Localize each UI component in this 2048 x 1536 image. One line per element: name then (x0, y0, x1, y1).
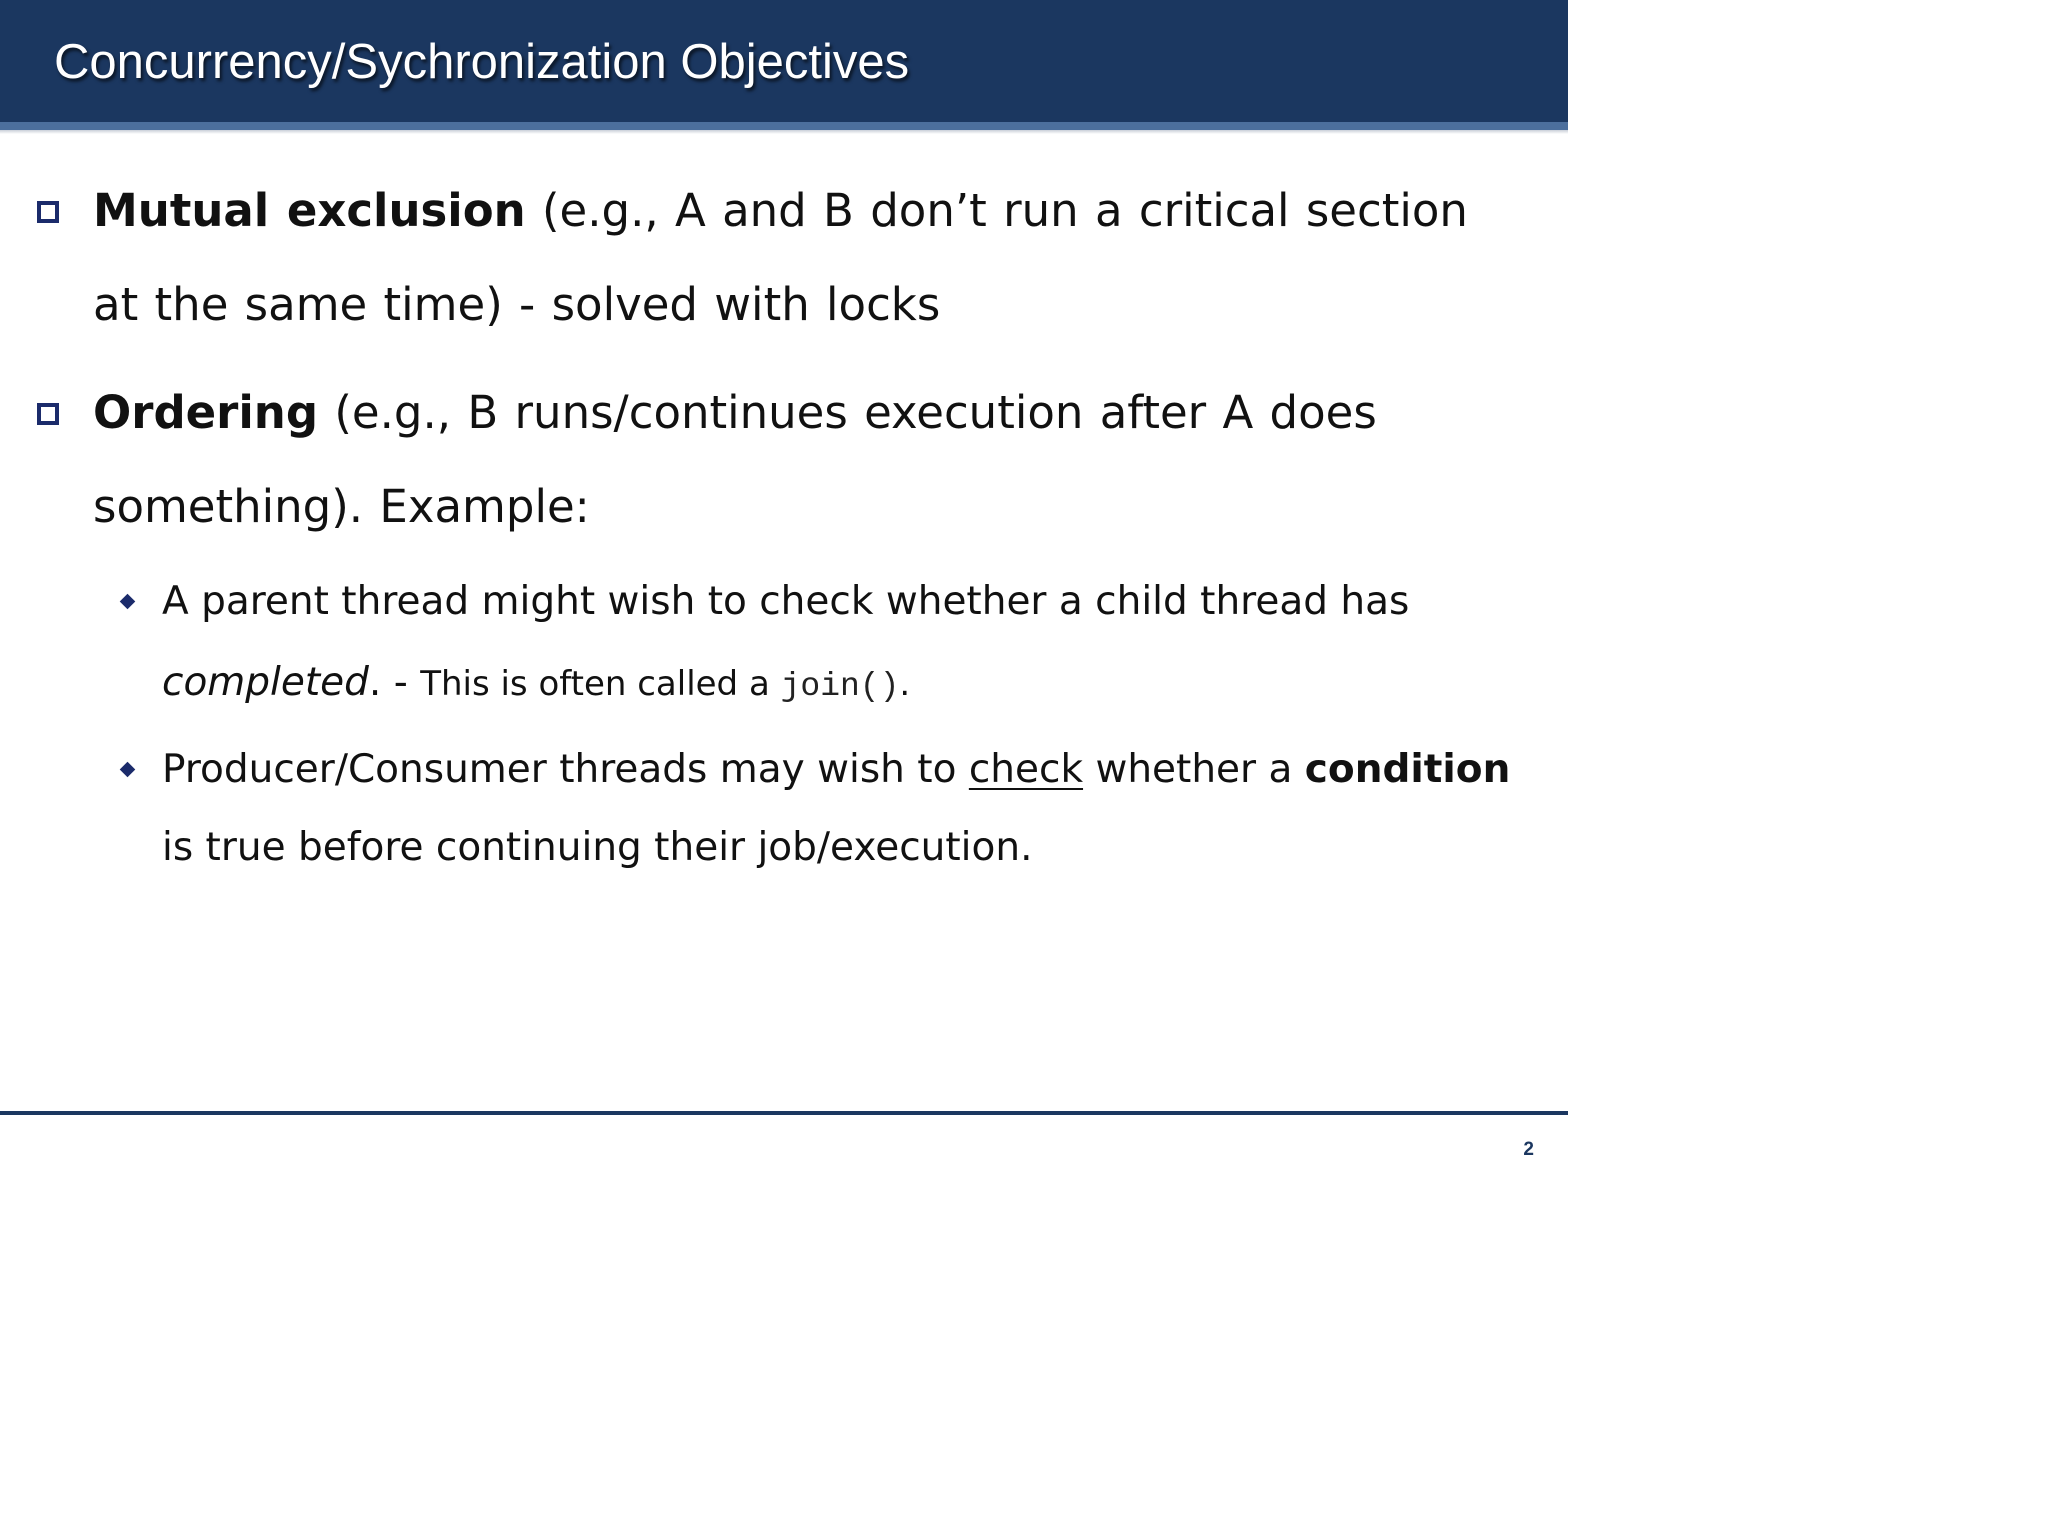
sub-bullet-text: Producer/Consumer threads may wish to (162, 747, 969, 792)
footer-divider (0, 1111, 1568, 1115)
bullet-line (93, 366, 1523, 460)
diamond-icon (120, 594, 136, 610)
sub-bullet-line (162, 740, 1510, 800)
bullet-line-continued: at the same time) - solved with locks (93, 278, 941, 331)
bullet-term: Mutual exclusion (93, 184, 526, 237)
diamond-icon (120, 762, 136, 778)
hollow-square-icon (37, 403, 59, 425)
bullet-mutual-exclusion (93, 164, 1523, 352)
bullet-text: (e.g., A and B don’t run a critical section (525, 184, 1468, 237)
title-bar-accent (0, 122, 1568, 130)
bold-term: condition (1304, 747, 1511, 792)
page-number: 2 (1523, 1139, 1534, 1160)
bullet-line-continued: something). Example: (93, 480, 590, 533)
bullet-line (93, 164, 1523, 258)
sub-bullet-line-continued: is true before continuing their job/execution. (162, 825, 1033, 870)
bullet-ordering (93, 366, 1523, 554)
sub-bullet-note: This is often called a (420, 664, 781, 704)
italic-term: completed (162, 660, 369, 705)
sub-bullet-line: A parent thread might wish to check whether a child thread has (162, 579, 1410, 624)
title-bar (0, 0, 1568, 122)
sub-bullet-text: . - (368, 660, 421, 705)
code-snippet: join() (780, 668, 900, 705)
bullet-term: Ordering (93, 386, 319, 439)
sub-bullet-end: . (899, 664, 911, 704)
bullet-text: (e.g., B runs/continues execution after A does (318, 386, 1377, 439)
hollow-square-icon (37, 201, 59, 223)
title-bar-shadow (0, 130, 1568, 134)
sub-bullet-text: whether a (1083, 747, 1305, 792)
underlined-term: check (968, 747, 1084, 792)
sub-bullet-line-continued (162, 653, 910, 717)
slide-title: Concurrency/Sychronization Objectives (54, 35, 910, 89)
